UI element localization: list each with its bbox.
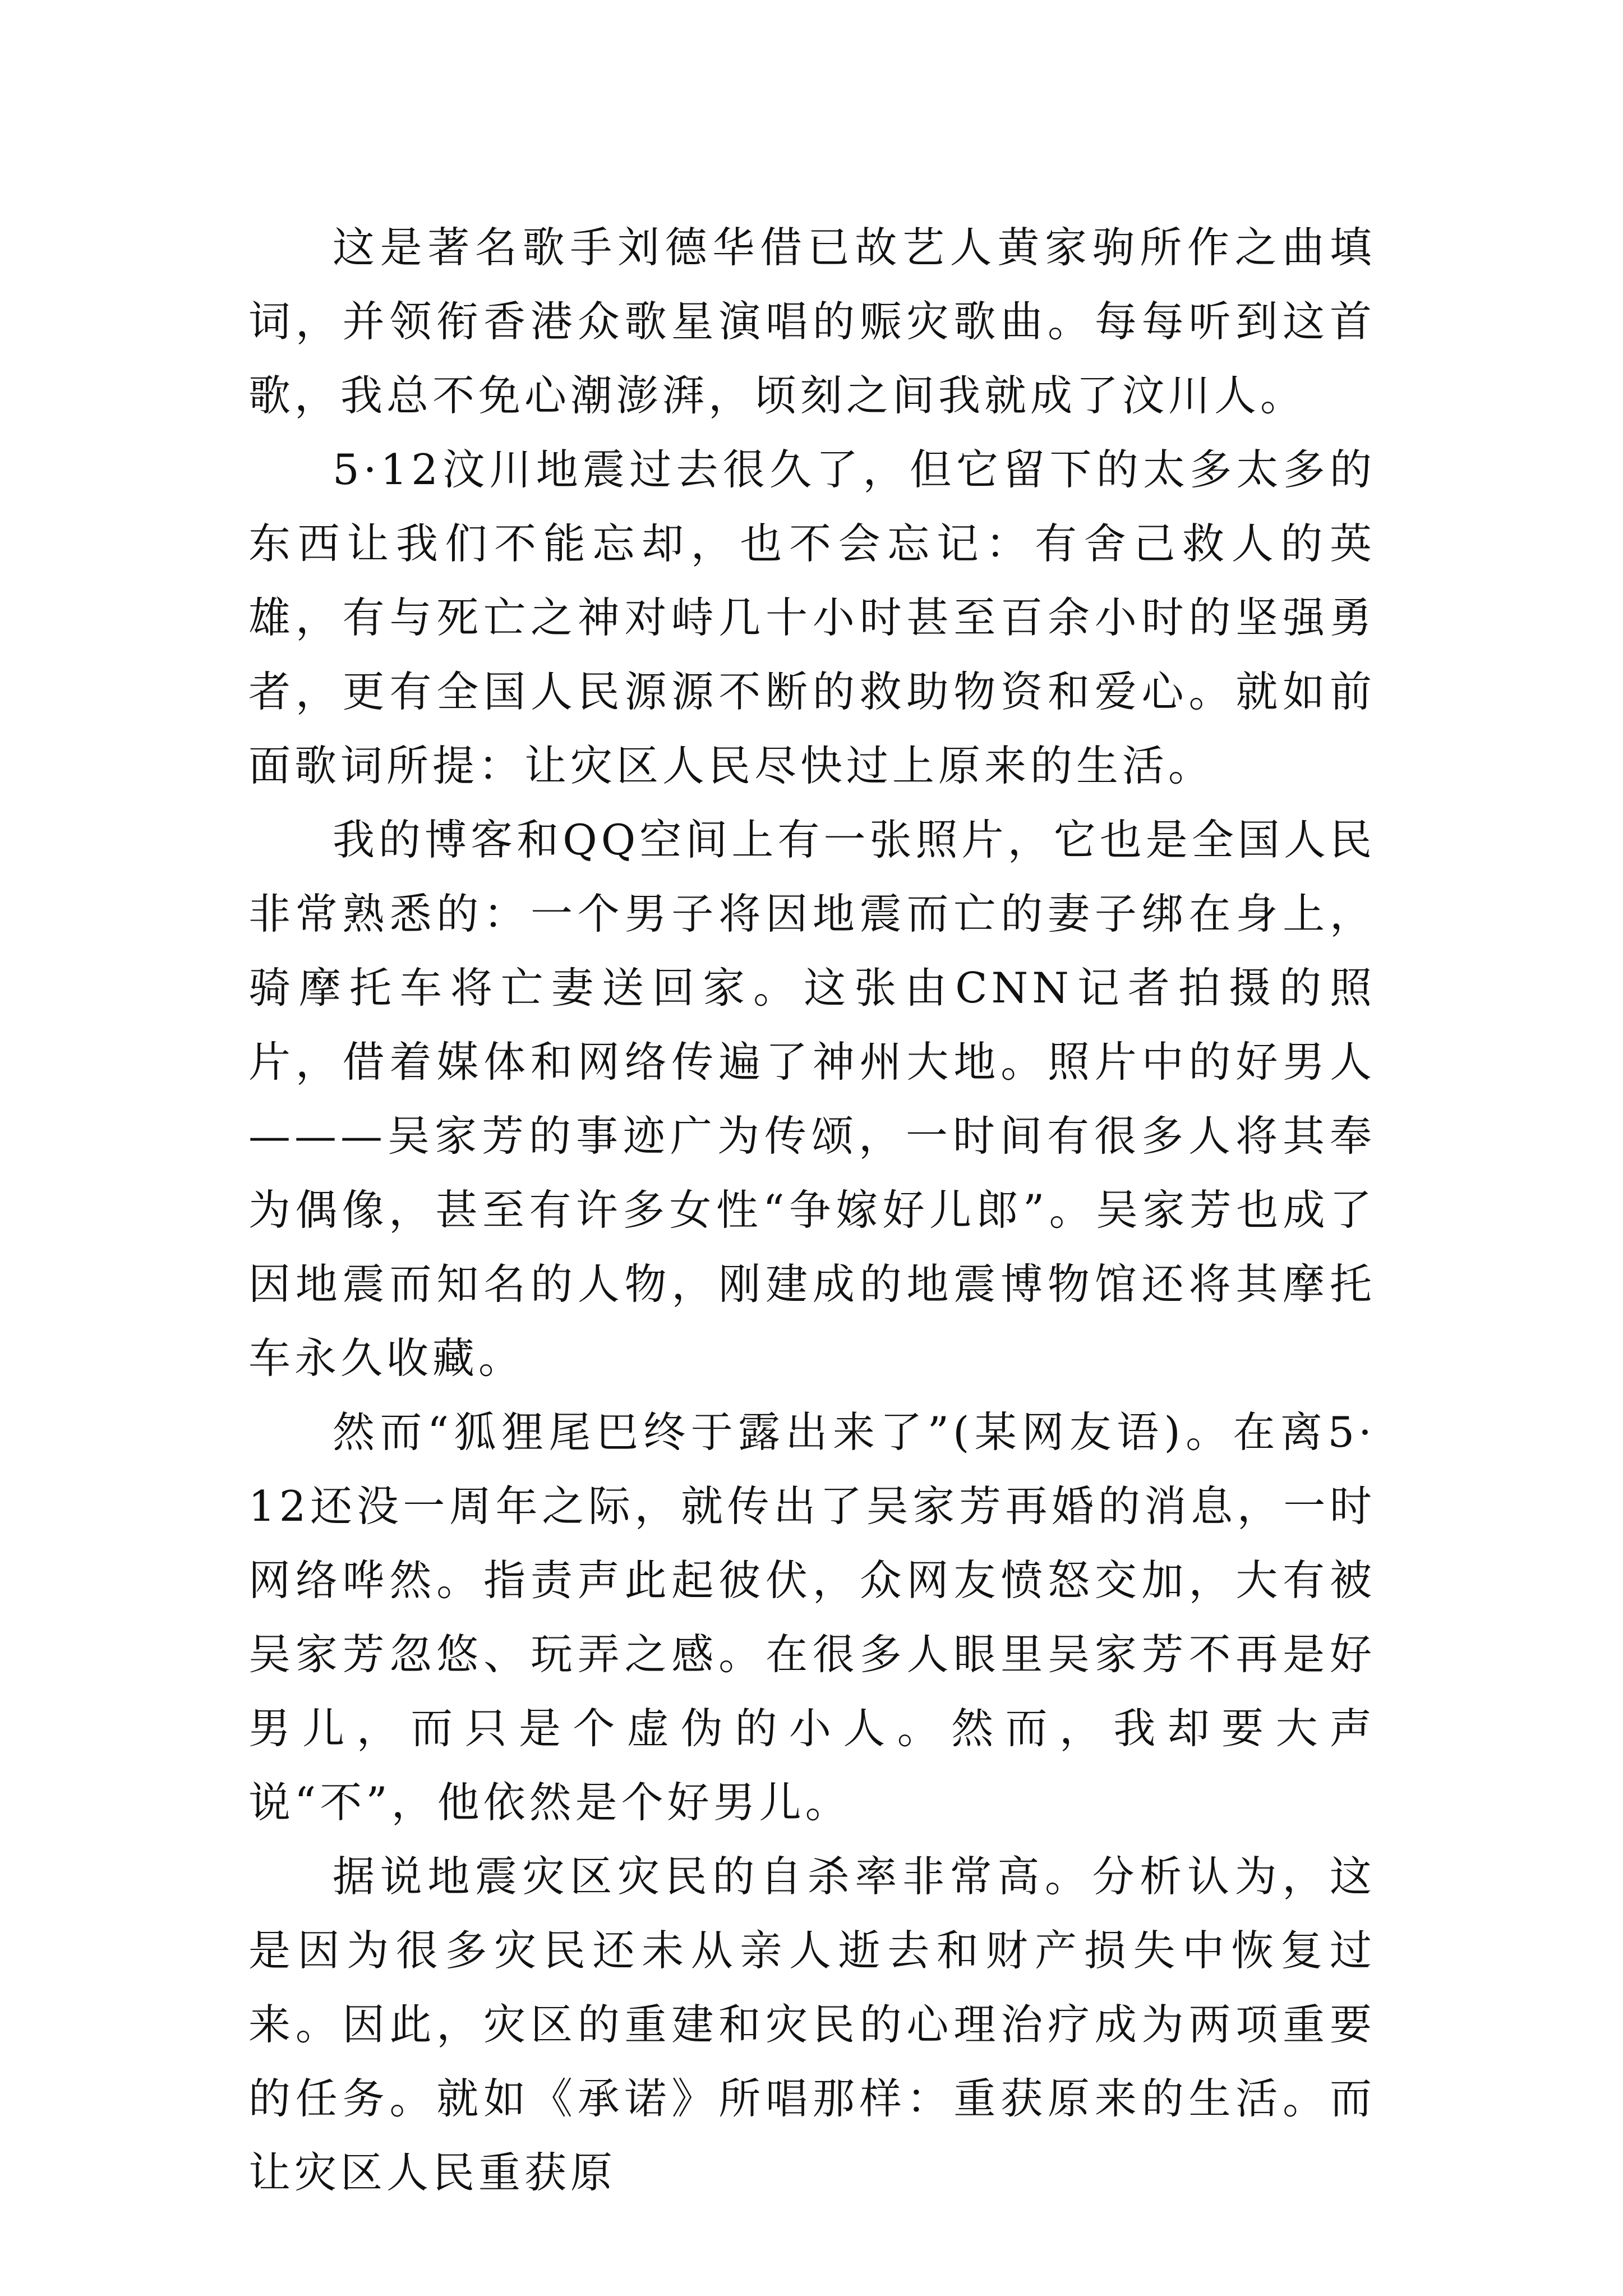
paragraph-4: 然而“狐狸尾巴终于露出来了”(某网友语)。在离5·12还没一周年之际，就传出了吴家芳再婚的消息，一时网络哗然。指责声此起彼伏，众网友愤怒交加，大有被吴家芳忽悠、玩弄之感。在很多人眼里吴家芳不再是好男儿，而只是个虚伪的小人。然而，我却要大声说“不”，他依然是个好男儿。 bbox=[248, 1407, 1376, 1827]
paragraph-2: 5·12汶川地震过去很久了，但它留下的太多太多的东西让我们不能忘却，也不会忘记：有舍己救人的英雄，有与死亡之神对峙几十小时甚至百余小时的坚强勇者，更有全国人民源源不断的救助物资和爱心。就如前面歌词所提：让灾区人民尽快过上原来的生活。 bbox=[248, 445, 1376, 790]
paragraph-1: 这是著名歌手刘德华借已故艺人黄家驹所作之曲填词，并领衔香港众歌星演唱的赈灾歌曲。每每听到这首歌，我总不免心潮澎湃，顷刻之间我就成了汶川人。 bbox=[248, 223, 1376, 420]
paragraph-5: 据说地震灾区灾民的自杀率非常高。分析认为，这是因为很多灾民还未从亲人逝去和财产损失中恢复过来。因此，灾区的重建和灾民的心理治疗成为两项重要的任务。就如《承诺》所唱那样：重获原来的生活。而让灾区人民重获原 bbox=[248, 1852, 1376, 2197]
document-body bbox=[248, 210, 1376, 2210]
paragraph-3: 我的博客和QQ空间上有一张照片，它也是全国人民非常熟悉的：一个男子将因地震而亡的妻子绑在身上，骑摩托车将亡妻送回家。这张由CNN记者拍摄的照片，借着媒体和网络传遍了神州大地。照片中的好男人———吴家芳的事迹广为传颂，一时间有很多人将其奉为偶像，甚至有许多女性“争嫁好儿郎”。吴家芳也成了因地震而知名的人物，刚建成的地震博物馆还将其摩托车永久收藏。 bbox=[248, 815, 1376, 1383]
